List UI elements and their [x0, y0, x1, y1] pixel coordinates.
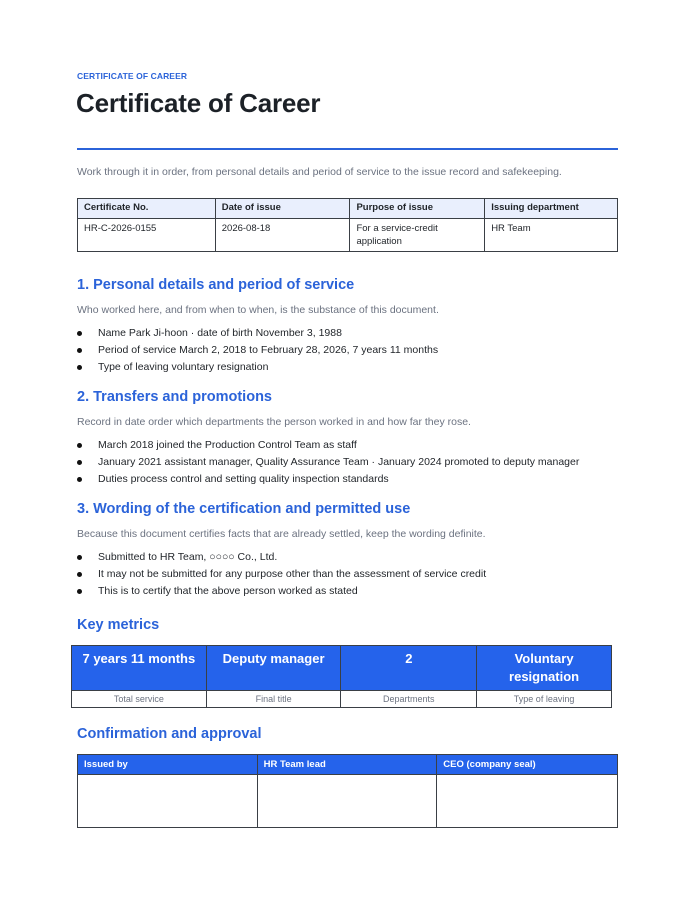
header-date-of-issue: Date of issue	[215, 199, 350, 219]
list-item-text: It may not be submitted for any purpose other than the assessment of service credit	[98, 568, 487, 580]
metric-values-row	[72, 646, 612, 691]
metric-final-title-value: Deputy manager	[206, 646, 341, 691]
list-item-text: Submitted to HR Team, ○○○○ Co., Ltd.	[98, 551, 278, 563]
list-item	[77, 344, 438, 361]
metric-departments-value: 2	[341, 646, 477, 691]
issued-by-signature-cell[interactable]	[78, 775, 258, 828]
metric-type-of-leaving-value: Voluntary resignation	[477, 646, 612, 691]
bullet-icon	[77, 460, 82, 465]
list-item	[77, 327, 438, 344]
approval-table	[77, 754, 618, 828]
bullet-icon	[77, 365, 82, 370]
date-of-issue-value: 2026-08-18	[215, 219, 350, 252]
certificate-no-value: HR-C-2026-0155	[78, 219, 216, 252]
page-title: Certificate of Career	[76, 88, 321, 118]
bullet-icon	[77, 331, 82, 336]
purpose-of-issue-value: For a service-credit application	[350, 219, 485, 252]
transfers-list	[77, 439, 579, 490]
list-item-text: Period of service March 2, 2018 to February 28, 2026, 7 years 11 months	[98, 344, 439, 356]
list-item	[77, 361, 438, 378]
header-issuing-department: Issuing department	[485, 199, 618, 219]
list-item-text: January 2021 assistant manager, Quality Assurance Team · January 2024 promoted to deputy manager	[98, 456, 580, 468]
list-item-text: Type of leaving voluntary resignation	[98, 361, 269, 373]
approval-issued-by-header: Issued by	[78, 755, 258, 775]
list-item	[77, 568, 486, 585]
header-certificate-no: Certificate No.	[78, 199, 216, 219]
list-item-text: March 2018 joined the Production Control Team as staff	[98, 439, 357, 451]
approval-header-row	[78, 755, 618, 775]
metric-final-title-label: Final title	[206, 691, 341, 708]
ceo-seal-cell[interactable]	[437, 775, 618, 828]
hr-team-lead-signature-cell[interactable]	[257, 775, 437, 828]
bullet-icon	[77, 443, 82, 448]
approval-hr-team-lead-header: HR Team lead	[257, 755, 437, 775]
issuing-department-value: HR Team	[485, 219, 618, 252]
table-header-row	[78, 199, 618, 219]
list-item-text: This is to certify that the above person worked as stated	[98, 585, 358, 597]
key-metrics-heading: Key metrics	[77, 617, 160, 633]
bullet-icon	[77, 572, 82, 577]
header-purpose-of-issue: Purpose of issue	[350, 199, 485, 219]
section-heading-certification-wording: 3. Wording of the certification and permitted use	[77, 501, 411, 517]
metric-labels-row	[72, 691, 612, 708]
section-subtitle-personal-details: Who worked here, and from when to when, is the substance of this document.	[77, 304, 439, 316]
list-item	[77, 473, 579, 490]
bullet-icon	[77, 555, 82, 560]
section-heading-personal-details: 1. Personal details and period of service	[77, 277, 355, 293]
personal-details-list	[77, 327, 438, 378]
intro-text: Work through it in order, from personal details and period of service to the issue record and safekeeping.	[77, 166, 562, 178]
certificate-info-table	[77, 198, 618, 252]
metric-total-service-value: 7 years 11 months	[72, 646, 207, 691]
metric-departments-label: Departments	[341, 691, 477, 708]
list-item	[77, 585, 486, 602]
title-divider	[77, 148, 618, 150]
list-item-text: Duties process control and setting quality inspection standards	[98, 473, 389, 485]
section-heading-transfers: 2. Transfers and promotions	[77, 389, 272, 405]
list-item	[77, 551, 486, 568]
document-kicker: CERTIFICATE OF CAREER	[77, 71, 188, 81]
approval-heading: Confirmation and approval	[77, 726, 262, 742]
bullet-icon	[77, 589, 82, 594]
certification-wording-list	[77, 551, 486, 602]
metric-type-of-leaving-label: Type of leaving	[477, 691, 612, 708]
bullet-icon	[77, 348, 82, 353]
list-item-text: Name Park Ji-hoon · date of birth November 3, 1988	[98, 327, 342, 339]
list-item	[77, 456, 579, 473]
bullet-icon	[77, 477, 82, 482]
metric-total-service-label: Total service	[72, 691, 207, 708]
approval-ceo-header: CEO (company seal)	[437, 755, 618, 775]
section-subtitle-transfers: Record in date order which departments the person worked in and how far they rose.	[77, 416, 471, 428]
list-item	[77, 439, 579, 456]
section-subtitle-certification-wording: Because this document certifies facts that are already settled, keep the wording definite.	[77, 528, 486, 540]
key-metrics-table	[71, 645, 612, 708]
table-row	[78, 219, 618, 252]
approval-signature-row	[78, 775, 618, 828]
